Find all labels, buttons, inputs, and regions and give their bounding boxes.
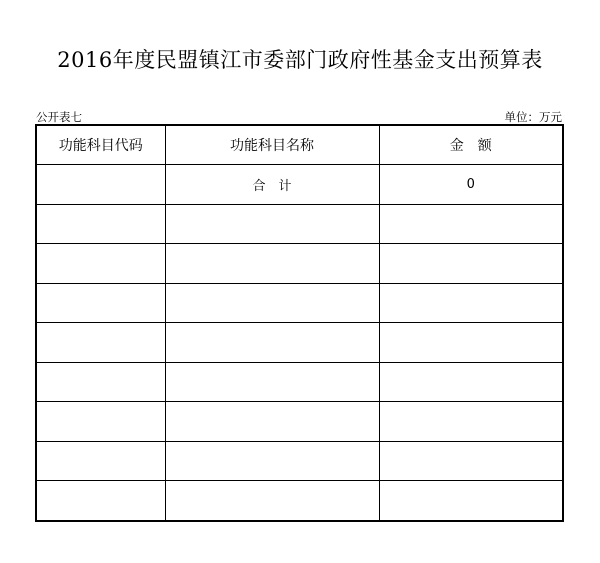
cell-amount (379, 323, 563, 363)
cell-code (36, 323, 165, 363)
cell-amount (379, 441, 563, 481)
table-id-label: 公开表七 (36, 110, 82, 124)
header-amount: 金 额 (379, 125, 563, 165)
cell-amount (379, 362, 563, 402)
cell-amount (379, 481, 563, 521)
cell-name: 合 计 (165, 165, 379, 205)
table-row (36, 402, 563, 442)
header-function-code: 功能科目代码 (36, 125, 165, 165)
unit-label: 单位：万元 (504, 110, 562, 124)
cell-amount (379, 402, 563, 442)
budget-table (35, 124, 564, 522)
cell-amount (379, 283, 563, 323)
table-row (36, 204, 563, 244)
cell-name (165, 323, 379, 363)
page-title: 2016年度民盟镇江市委部门政府性基金支出预算表 (57, 48, 543, 72)
cell-code (36, 204, 165, 244)
table-header-row (36, 125, 563, 165)
table-row (36, 165, 563, 205)
cell-amount: 0 (379, 165, 563, 205)
cell-amount (379, 204, 563, 244)
cell-name (165, 244, 379, 284)
cell-name (165, 441, 379, 481)
cell-code (36, 244, 165, 284)
cell-name (165, 204, 379, 244)
table-row (36, 323, 563, 363)
cell-code (36, 165, 165, 205)
table-row (36, 283, 563, 323)
cell-name (165, 402, 379, 442)
table-row (36, 244, 563, 284)
cell-code (36, 362, 165, 402)
table-row (36, 362, 563, 402)
table-row (36, 441, 563, 481)
cell-code (36, 481, 165, 521)
cell-amount (379, 244, 563, 284)
header-function-name: 功能科目名称 (165, 125, 379, 165)
cell-code (36, 441, 165, 481)
cell-name (165, 283, 379, 323)
cell-code (36, 402, 165, 442)
cell-code (36, 283, 165, 323)
cell-name (165, 481, 379, 521)
table-row (36, 481, 563, 521)
cell-name (165, 362, 379, 402)
